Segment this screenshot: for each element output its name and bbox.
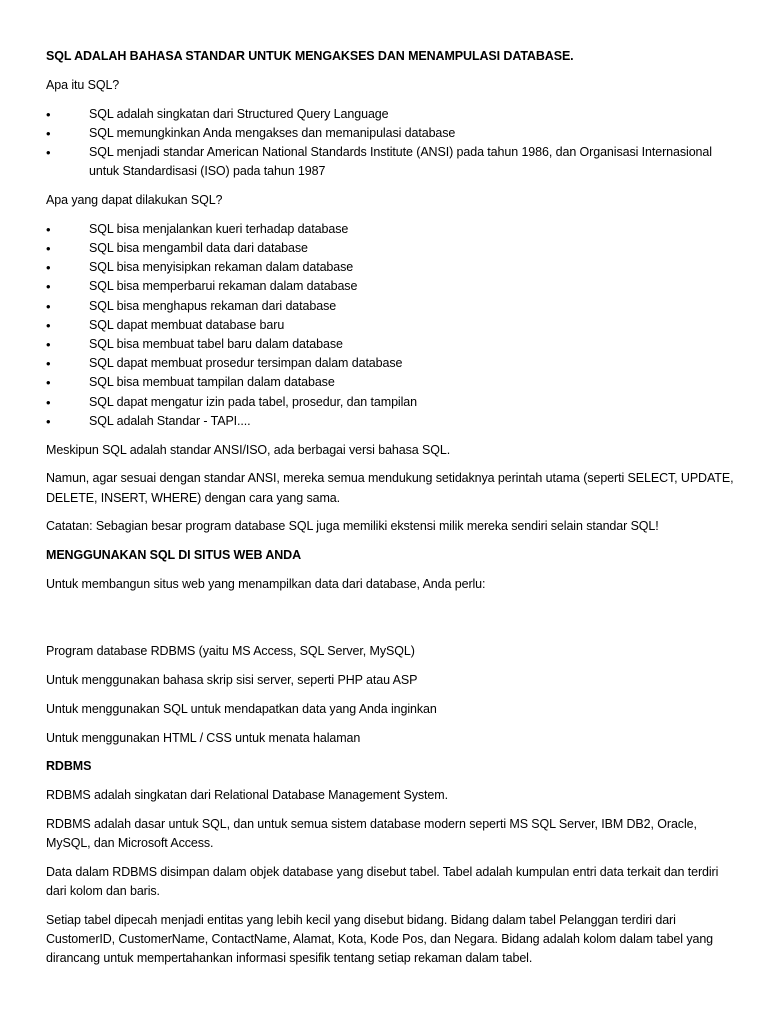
bullet-icon: • [46,394,51,410]
bullet-icon: • [46,356,51,372]
list-item-text: SQL bisa menyisipkan rekaman dalam database [89,260,354,275]
list-item-text: SQL bisa membuat tampilan dalam database [89,375,335,390]
paragraph-ansi-support: Namun, agar sesuai dengan standar ANSI, mereka semua mendukung setidaknya perintah utama (seperti SELECT, UPDATE, DELETE, INSERT, WHERE) dengan cara yang sama. [46,471,734,505]
list-item [46,105,736,124]
bullet-icon: • [46,337,51,353]
list-item-text: SQL menjadi standar American National Standards Institute (ANSI) pada tahun 1986, dan Organisasi Internasional untuk Standardisasi (ISO) pada tahun 1987 [89,145,712,179]
list-item-text: SQL bisa membuat tabel baru dalam database [89,337,343,352]
bullet-icon: • [46,317,51,333]
paragraph-build-website: Untuk membangun situs web yang menampilkan data dari database, Anda perlu: [46,577,486,592]
paragraph-need-html-css: Untuk menggunakan HTML / CSS untuk menata halaman [46,730,361,745]
list-item-text: SQL dapat membuat prosedur tersimpan dalam database [89,356,403,371]
bullet-icon: • [46,221,51,237]
list-item [46,354,736,373]
list-item-text: SQL dapat membuat database baru [89,317,285,332]
bullet-icon: • [46,375,51,391]
list-item [46,316,736,335]
bullet-icon: • [46,298,51,314]
paragraph-need-sql: Untuk menggunakan SQL untuk mendapatkan data yang Anda inginkan [46,701,437,716]
question-what-can-sql-do: Apa yang dapat dilakukan SQL? [46,193,223,207]
bullet-icon: • [46,106,51,122]
list-sql-capabilities [46,220,736,431]
list-item [46,297,736,316]
list-item [46,239,736,258]
list-item [46,143,736,181]
list-item [46,124,736,143]
bullet-icon: • [46,241,51,256]
bullet-icon: • [46,260,51,276]
list-item [46,373,736,392]
list-item-text: SQL bisa menghapus rekaman dari database [89,298,337,313]
list-what-is-sql [46,105,736,182]
paragraph-rdbms-fields: Setiap tabel dipecah menjadi entitas yang lebih kecil yang disebut bidang. Bidang dalam tabel Pelanggan terdiri dari CustomerID, CustomerName, ContactName, Alamat, Kota, Kode Pos, dan Negara. Bidang adalah kolom dalam tabel yang dirancang untuk mempertahankan informasi spesifik tentang setiap rekaman dalam tabel. [46,912,714,966]
bullet-icon: • [46,279,51,295]
bullet-icon: • [46,125,51,141]
paragraph-note: Catatan: Sebagian besar program database SQL juga memiliki ekstensi milik mereka sendiri selain standar SQL! [46,519,659,534]
list-item [46,220,736,239]
list-item-text: SQL bisa mengambil data dari database [89,241,308,255]
document-page [46,47,736,978]
blank-gap [46,604,736,642]
list-item [46,393,736,412]
bullet-icon: • [46,145,51,160]
paragraph-rdbms-tables: Data dalam RDBMS disimpan dalam objek database yang disebut tabel. Tabel adalah kumpulan entri data terkait dan terdiri dari kolom dan baris. [46,864,719,899]
paragraph-rdbms-basis: RDBMS adalah dasar untuk SQL, dan untuk semua sistem database modern seperti MS SQL Server, IBM DB2, Oracle, MySQL, dan Microsoft Access. [46,816,697,851]
list-item-text: SQL dapat mengatur izin pada tabel, prosedur, dan tampilan [89,394,417,409]
paragraph-rdbms-definition: RDBMS adalah singkatan dari Relational Database Management System. [46,788,448,803]
list-item [46,335,736,354]
heading-rdbms: RDBMS [46,759,92,774]
list-item-text: SQL adalah Standar - TAPI.... [89,413,251,428]
list-item-text: SQL memungkinkan Anda mengakses dan memanipulasi database [89,125,456,140]
paragraph-need-rdbms: Program database RDBMS (yaitu MS Access, SQL Server, MySQL) [46,644,415,659]
heading-using-sql-website: MENGGUNAKAN SQL DI SITUS WEB ANDA [46,548,302,563]
list-item [46,277,736,296]
question-what-is-sql: Apa itu SQL? [46,77,120,92]
bullet-icon: • [46,413,51,429]
list-item-text: SQL bisa menjalankan kueri terhadap database [89,221,349,236]
paragraph-versions: Meskipun SQL adalah standar ANSI/ISO, ada berbagai versi bahasa SQL. [46,442,451,457]
list-item [46,258,736,277]
paragraph-need-script: Untuk menggunakan bahasa skrip sisi server, seperti PHP atau ASP [46,673,418,687]
list-item-text: SQL bisa memperbarui rekaman dalam database [89,279,358,294]
heading-sql-standard: SQL ADALAH BAHASA STANDAR UNTUK MENGAKSES DAN MENAMPULASI DATABASE. [46,49,574,63]
list-item [46,412,736,431]
list-item-text: SQL adalah singkatan dari Structured Query Language [89,106,389,121]
